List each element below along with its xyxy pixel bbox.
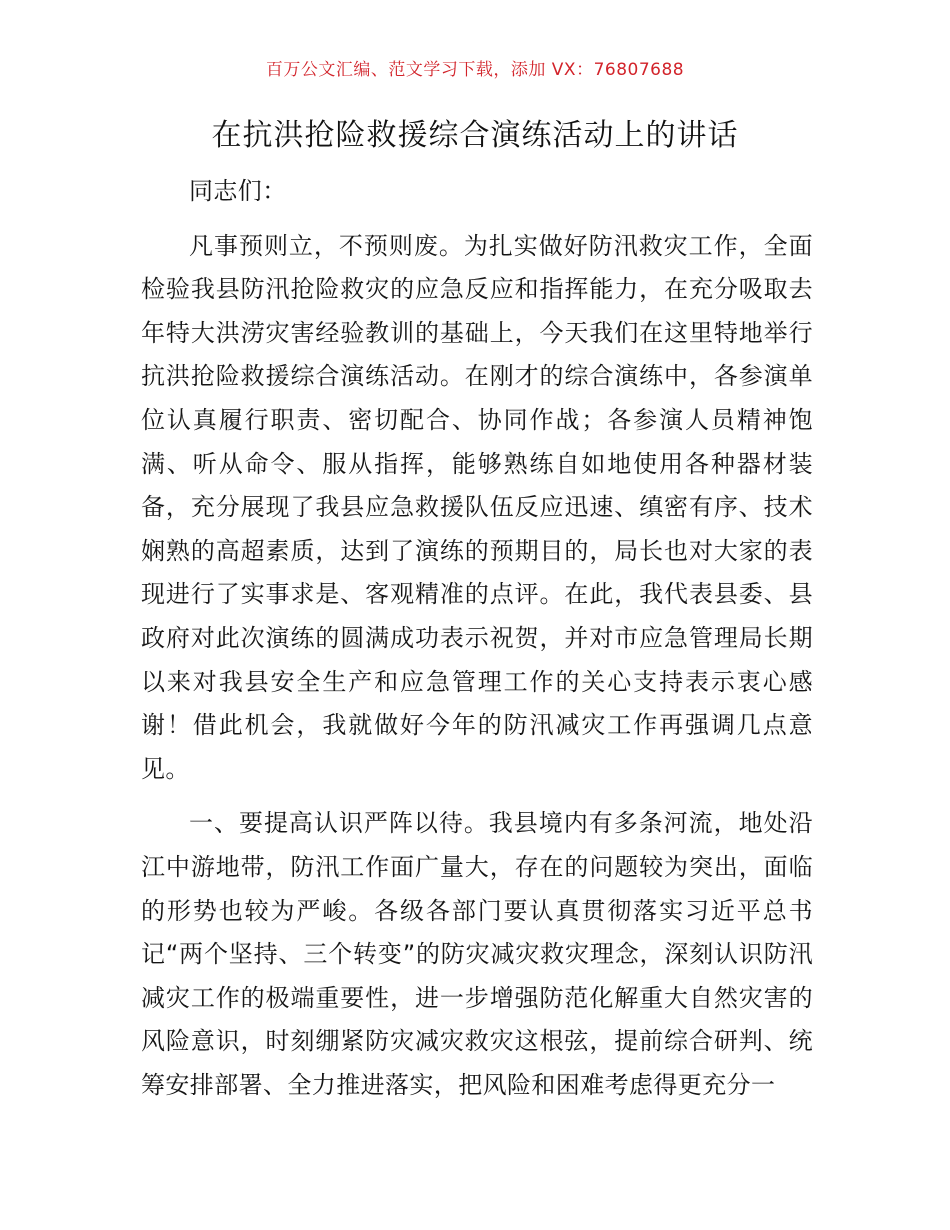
document-title: 在抗洪抢险救援综合演练活动上的讲话 xyxy=(211,118,739,153)
paragraph-opening: 凡事预则立，不预则废。为扎实做好防汛救灾工作，全面检验我县防汛抢险救灾的应急反应和指挥能力，在充分吸取去年特大洪涝灾害经验教训的基础上，今天我们在这里特地举行抗洪抢险救援综合演练活动。在刚才的综合演练中，各参演单位认真履行职责、密切配合、协同作战；各参演人员精神饱满、听从命令、服从指挥，能够熟练自如地使用各种器材装备，充分展现了我县应急救援队伍反应迅速、缜密有序、技术娴熟的高超素质，达到了演练的预期目的，局长也对大家的表现进行了实事求是、客观精准的点评。在此，我代表县委、县政府对此次演练的圆满成功表示祝贺，并对市应急管理局长期以来对我县安全生产和应急管理工作的关心支持表示衷心感谢！借此机会，我就做好今年的防汛减灾工作再强调几点意见。 xyxy=(141,231,813,783)
document-body xyxy=(141,170,813,1107)
salutation: 同志们： xyxy=(189,177,287,205)
header-banner: 百万公文汇编、范文学习下载，添加 VX：76807688 xyxy=(265,60,685,80)
paragraph-point-one: 一、要提高认识严阵以待。我县境内有多条河流，地处沿江中游地带，防汛工作面广量大，存在的问题较为突出，面临的形势也较为严峻。各级各部门要认真贯彻落实习近平总书记“两个坚持、三个转变”的防灾减灾救灾理念，深刻认识防汛减灾工作的极端重要性，进一步增强防范化解重大自然灾害的风险意识，时刻绷紧防灾减灾救灾这根弦，提前综合研判、统筹安排部署、全力推进落实，把风险和困难考虑得更充分一 xyxy=(141,809,813,1099)
